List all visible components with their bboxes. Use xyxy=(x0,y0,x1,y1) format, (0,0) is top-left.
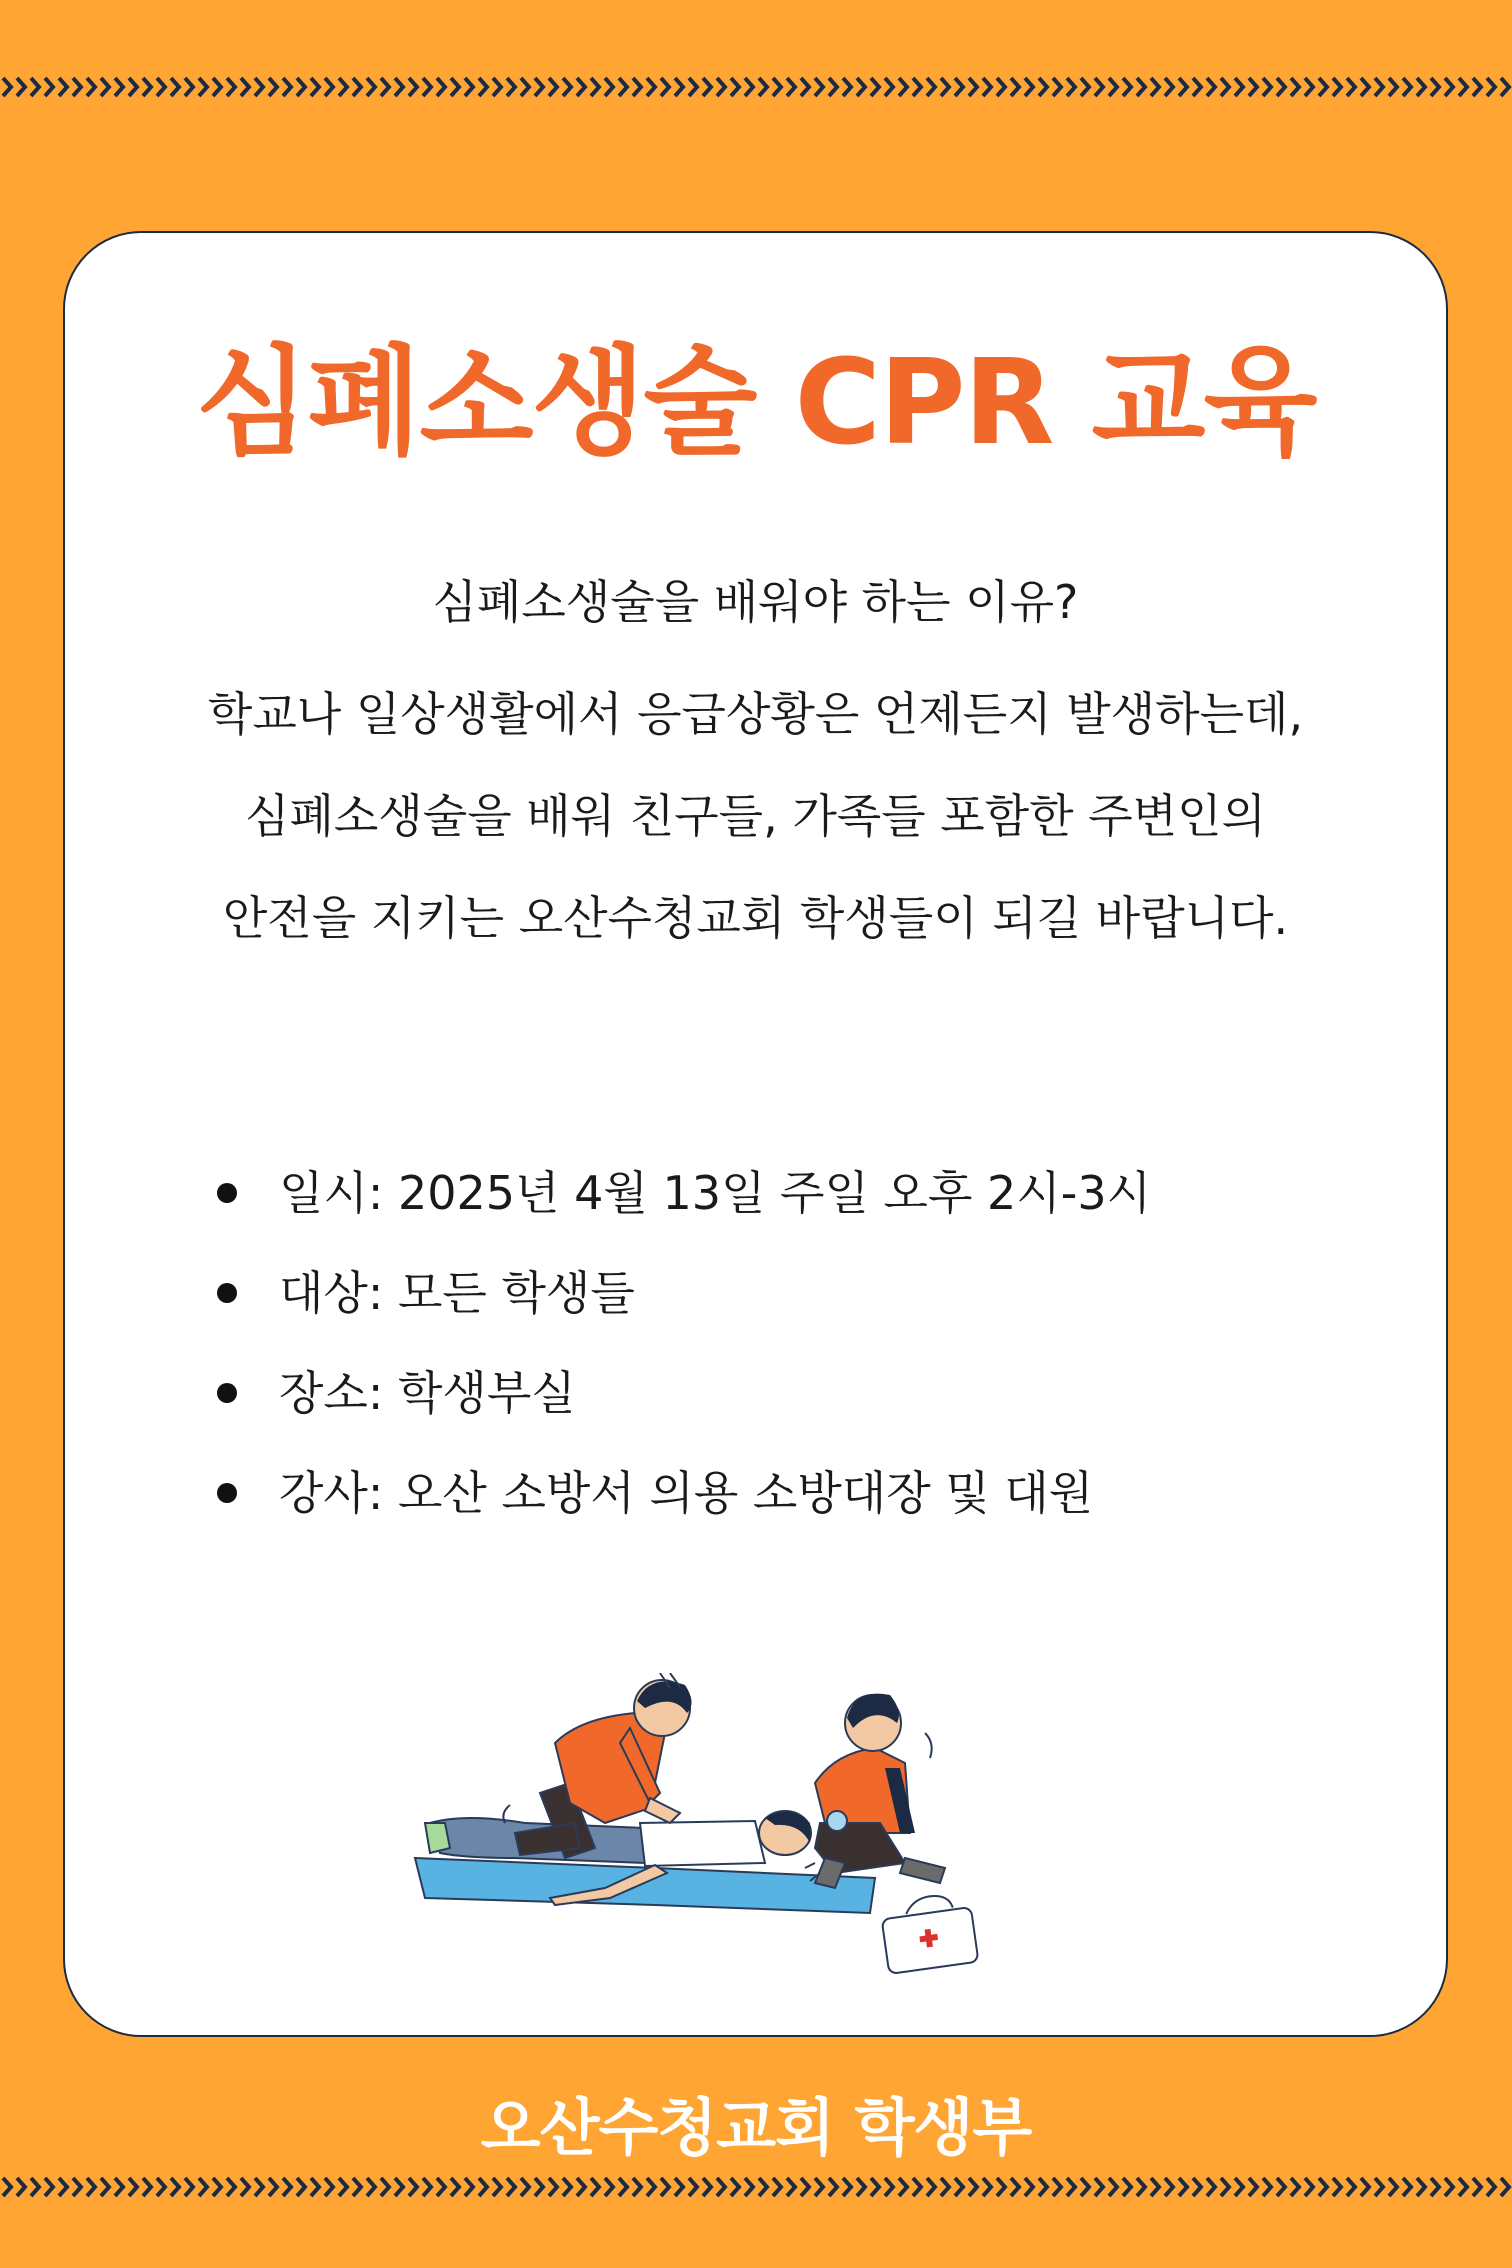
reason-question: 심폐소생술을 배워야 하는 이유? xyxy=(432,575,1079,629)
detail-instructor-text: 강사: 오산 소방서 의용 소방대장 및 대원 xyxy=(279,1466,1094,1520)
poster-card xyxy=(63,231,1448,2037)
detail-date xyxy=(217,1143,1151,1243)
cpr-illustration xyxy=(405,1673,1105,2003)
detail-target xyxy=(217,1243,1151,1343)
poster-title: 심폐소생술 CPR 교육 xyxy=(195,333,1316,471)
detail-date-text: 일시: 2025년 4월 13일 주일 오후 2시-3시 xyxy=(279,1166,1152,1220)
event-details-list xyxy=(217,1143,1151,1543)
bullet-dot xyxy=(217,1383,237,1403)
intro-line: 안전을 지키는 오산수청교회 학생들이 되길 바랍니다. xyxy=(222,891,1289,945)
detail-place-text: 장소: 학생부실 xyxy=(279,1366,576,1420)
bottom-chevron-band xyxy=(0,2172,1512,2202)
bullet-dot xyxy=(217,1283,237,1303)
intro-paragraph xyxy=(65,663,1446,969)
intro-line: 심폐소생술을 배워 친구들, 가족들 포함한 주변인의 xyxy=(245,789,1266,843)
top-chevron-band xyxy=(0,72,1512,102)
intro-line: 학교나 일상생활에서 응급상황은 언제든지 발생하는데, xyxy=(207,687,1304,741)
first-aid-kit-icon xyxy=(882,1893,979,1974)
organizer-footer: 오산수청교회 학생부 xyxy=(480,2091,1032,2164)
detail-instructor xyxy=(217,1443,1151,1543)
detail-target-text: 대상: 모든 학생들 xyxy=(279,1266,635,1320)
bullet-dot xyxy=(217,1183,237,1203)
detail-place xyxy=(217,1343,1151,1443)
bullet-dot xyxy=(217,1483,237,1503)
